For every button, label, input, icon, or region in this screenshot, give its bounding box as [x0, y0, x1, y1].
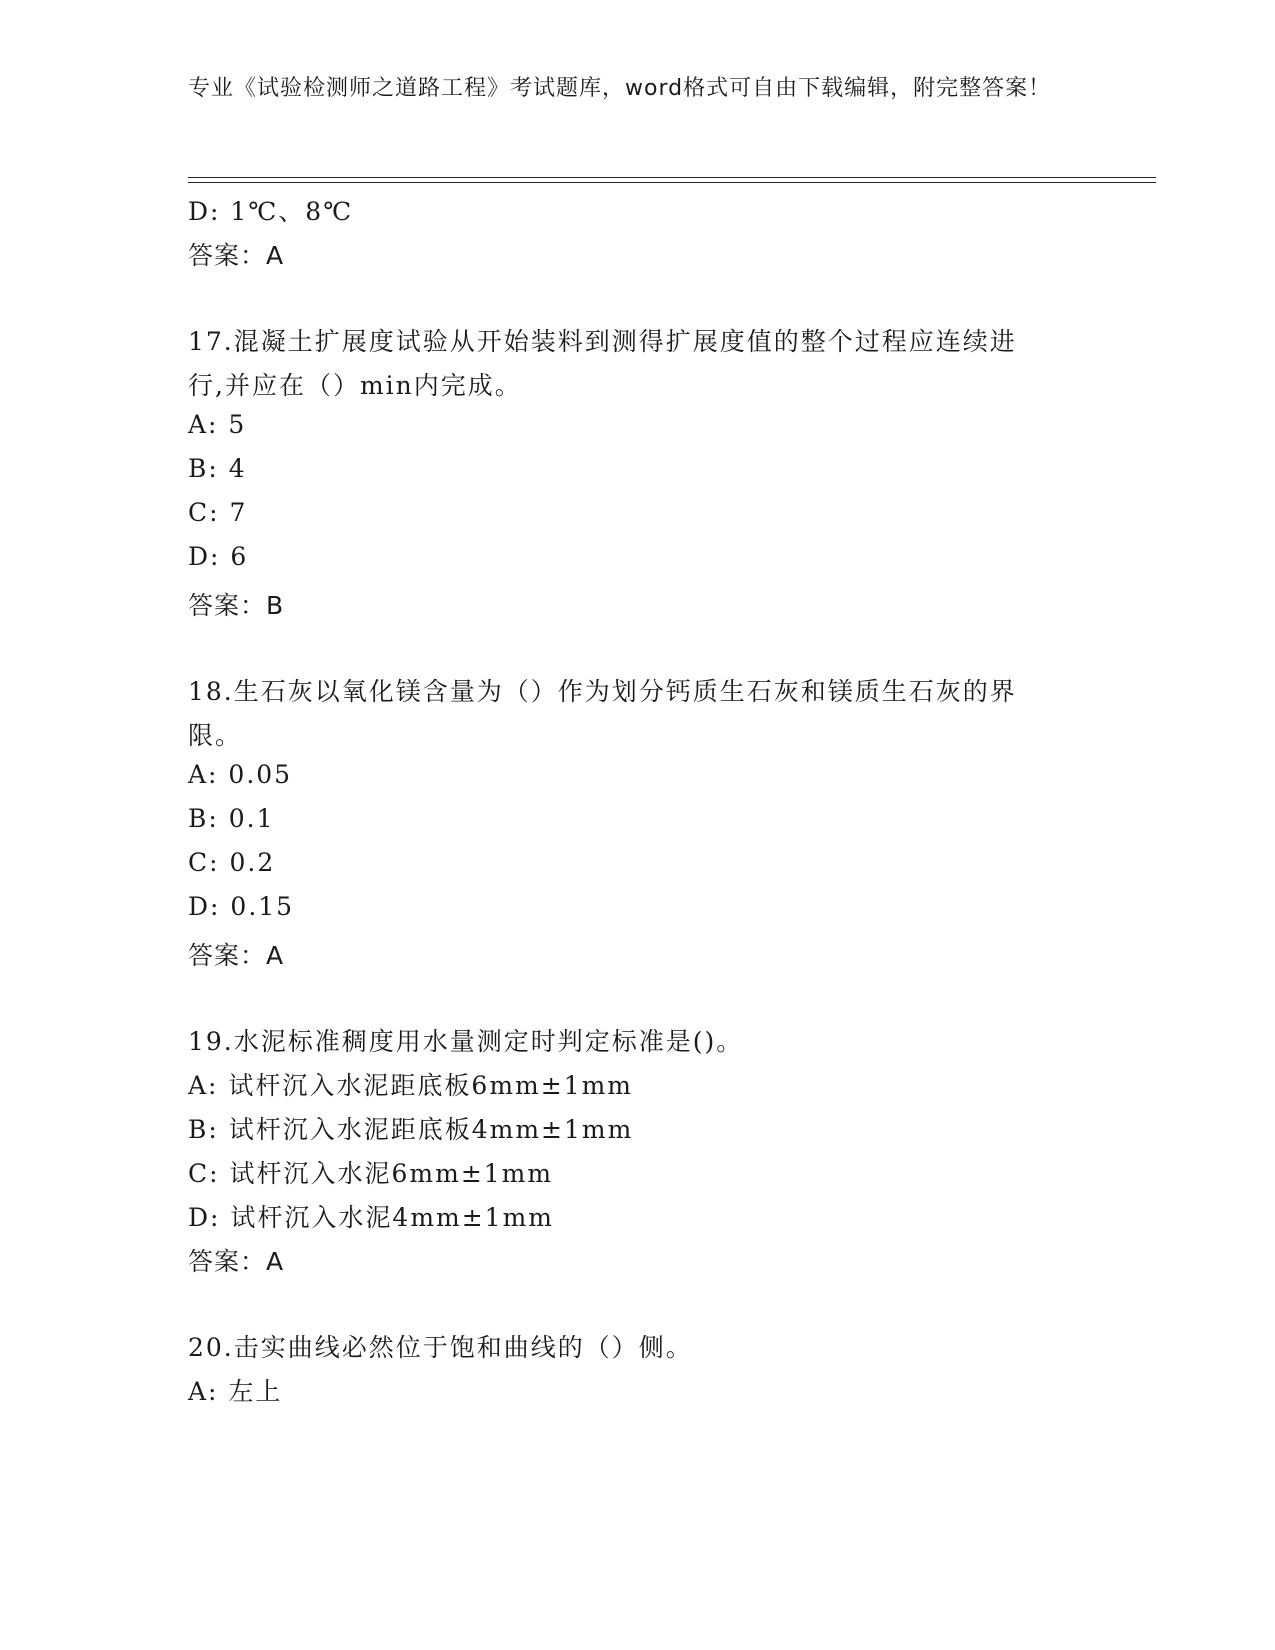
q20-option-a: A: 左上 — [188, 1377, 283, 1406]
q19-answer: 答案：A — [188, 1247, 285, 1276]
q17-option-c: C: 7 — [188, 498, 248, 527]
q18-option-d: D: 0.15 — [188, 892, 295, 921]
q19-option-c: C: 试杆沉入水泥6mm±1mm — [188, 1159, 554, 1188]
q18-option-a: A: 0.05 — [188, 760, 293, 789]
q18-answer: 答案：A — [188, 941, 285, 970]
q17-question-line-1: 17.混凝土扩展度试验从开始装料到测得扩展度值的整个过程应连续进 — [188, 327, 1017, 356]
q17-option-b: B: 4 — [188, 454, 247, 483]
q19-option-d: D: 试杆沉入水泥4mm±1mm — [188, 1203, 554, 1232]
q17-option-d: D: 6 — [188, 542, 249, 571]
header-divider-bottom — [188, 182, 1156, 183]
q18-option-c: C: 0.2 — [188, 848, 276, 877]
q18-option-b: B: 0.1 — [188, 804, 275, 833]
header-divider-top — [188, 177, 1156, 178]
q18-question-line-1: 18.生石灰以氧化镁含量为（）作为划分钙质生石灰和镁质生石灰的界 — [188, 677, 1017, 706]
q19-question: 19.水泥标准稠度用水量测定时判定标准是()。 — [188, 1027, 744, 1056]
q19-option-b: B: 试杆沉入水泥距底板4mm±1mm — [188, 1115, 634, 1144]
q20-question: 20.击实曲线必然位于饱和曲线的（）侧。 — [188, 1333, 693, 1362]
q17-question-line-2: 行,并应在（）min内完成。 — [188, 371, 522, 400]
q19-option-a: A: 试杆沉入水泥距底板6mm±1mm — [188, 1071, 634, 1100]
q17-answer: 答案：B — [188, 591, 285, 620]
q17-option-a: A: 5 — [188, 410, 247, 439]
q16-option-d: D: 1℃、8℃ — [188, 197, 354, 226]
document-header: 专业《试验检测师之道路工程》考试题库，word格式可自由下载编辑，附完整答案！ — [188, 76, 1052, 101]
q16-answer: 答案：A — [188, 241, 285, 270]
q18-question-line-2: 限。 — [188, 721, 243, 750]
